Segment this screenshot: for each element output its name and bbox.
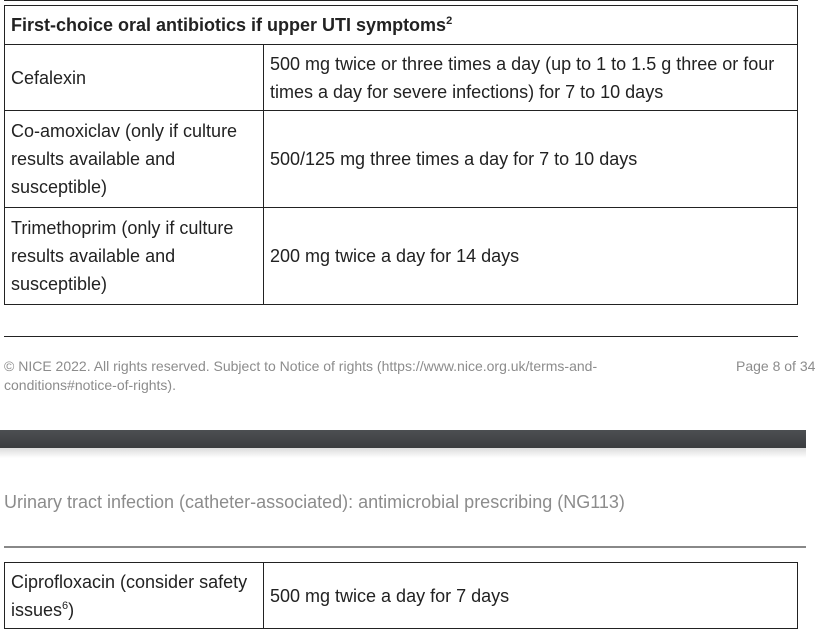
drug-name-tail: ) bbox=[68, 599, 75, 620]
drug-name-cell: Co-amoxiclav (only if culture results available and susceptible) bbox=[5, 111, 264, 208]
table-heading-row bbox=[5, 6, 798, 45]
drug-name-cell bbox=[5, 563, 264, 629]
table-row bbox=[5, 563, 798, 629]
dosage-cell: 200 mg twice a day for 14 days bbox=[264, 208, 798, 305]
antibiotics-table bbox=[4, 5, 798, 305]
dosage-cell: 500 mg twice or three times a day (up to 1 to 1.5 g three or four times a day for severe infections) for 7 to 10 days bbox=[264, 45, 798, 111]
page-content-bottom-rule bbox=[4, 336, 798, 337]
page-break-separator bbox=[0, 430, 806, 448]
footnote-ref[interactable]: 6 bbox=[62, 599, 69, 612]
table-row bbox=[5, 111, 798, 208]
antibiotics-table-continued bbox=[4, 562, 798, 629]
table-row bbox=[5, 45, 798, 111]
table-row bbox=[5, 208, 798, 305]
drug-name-cell: Trimethoprim (only if culture results available and susceptible) bbox=[5, 208, 264, 305]
page-footer bbox=[4, 357, 815, 397]
page-number: Page 8 of 34 bbox=[736, 358, 815, 374]
table-top-border bbox=[4, 0, 798, 1]
dosage-cell: 500 mg twice a day for 7 days bbox=[264, 563, 798, 629]
footnote-ref[interactable]: 2 bbox=[446, 15, 453, 27]
copyright-notice: © NICE 2022. All rights reserved. Subject to Notice of rights (https://www.nice.org.uk/terms-and-conditions#notice-of-rights). bbox=[4, 358, 598, 393]
dosage-cell: 500/125 mg three times a day for 7 to 10 days bbox=[264, 111, 798, 208]
section-heading-text: First-choice oral antibiotics if upper UTI symptoms bbox=[11, 15, 447, 35]
page-shadow bbox=[0, 448, 806, 458]
drug-name-cell: Cefalexin bbox=[5, 45, 264, 111]
drug-name-text: Ciprofloxacin (consider safety issues bbox=[11, 571, 248, 620]
running-header: Urinary tract infection (catheter-associated): antimicrobial prescribing (NG113) bbox=[4, 492, 625, 512]
header-rule bbox=[4, 546, 806, 548]
section-heading bbox=[5, 6, 798, 45]
